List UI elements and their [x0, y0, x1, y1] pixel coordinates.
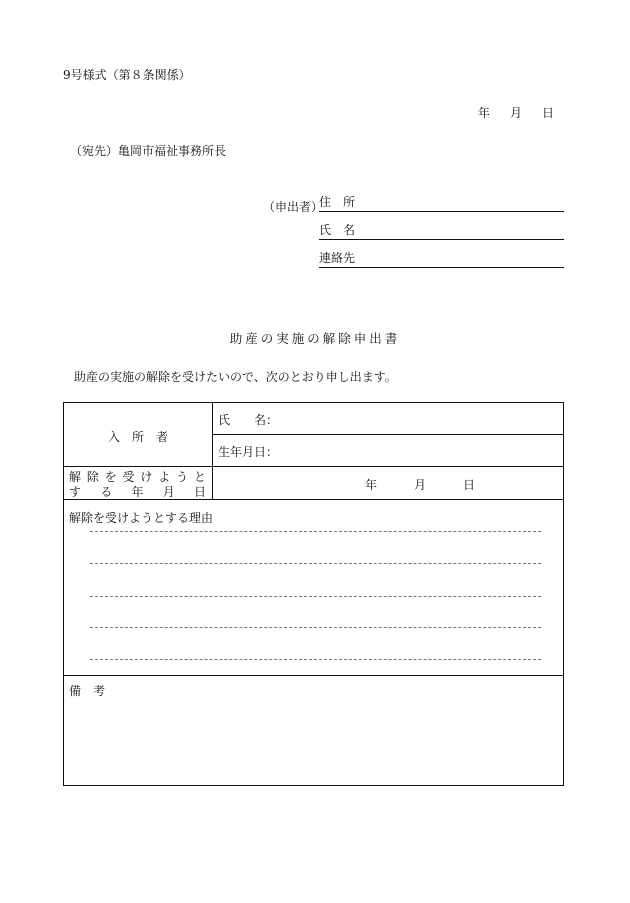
char: 年: [131, 485, 144, 499]
cancel-month-label: 月: [414, 478, 427, 492]
cancel-date-label-line2: [69, 483, 206, 500]
resident-name-input[interactable]: [213, 403, 564, 434]
reason-line-4[interactable]: [90, 627, 541, 628]
reason-line-1[interactable]: [90, 531, 541, 532]
applicant-label: （申出者）: [263, 200, 324, 214]
char: う: [176, 470, 189, 484]
applicant-name-field[interactable]: [319, 223, 564, 240]
intro-text: 助産の実施の解除を受けたいので、次のとおり申し出ます。: [74, 370, 397, 384]
date-day-label: 日: [542, 106, 555, 120]
form-number: 9号様式（第８条関係）: [63, 68, 191, 82]
applicant-contact-label: 連絡先: [319, 251, 356, 265]
reason-line-2[interactable]: [90, 563, 541, 564]
char: 除: [86, 470, 99, 484]
reason-line-5[interactable]: [90, 659, 541, 660]
document-title: 助産の実施の解除申出書: [229, 331, 401, 346]
resident-label: 入 所 者: [107, 430, 168, 444]
reason-line-3[interactable]: [90, 596, 541, 597]
char: 月: [162, 485, 175, 499]
resident-name-label: 氏 名：: [218, 413, 279, 427]
cancel-day-label: 日: [463, 478, 476, 492]
char: を: [104, 470, 117, 484]
date-month-label: 月: [510, 106, 523, 120]
applicant-name-label: 氏 名: [319, 223, 356, 237]
char: 受: [122, 470, 135, 484]
resident-birthdate-input[interactable]: [213, 435, 564, 466]
char: 解: [69, 470, 82, 484]
char: け: [140, 470, 153, 484]
date-year-label: 年: [478, 106, 491, 120]
char: 日: [193, 485, 206, 499]
submission-date: [478, 104, 554, 121]
cancel-year-label: 年: [365, 478, 378, 492]
application-table: [63, 402, 564, 786]
char: よ: [158, 470, 171, 484]
cancel-date-input[interactable]: [213, 467, 564, 499]
reason-label: 解除を受けようとする理由: [69, 511, 214, 525]
applicant-address-field[interactable]: [319, 195, 564, 212]
char: と: [193, 470, 206, 484]
applicant-contact-field[interactable]: [319, 251, 564, 268]
remarks-label: 備 考: [69, 684, 106, 698]
applicant-address-label: 住 所: [319, 195, 356, 209]
char: す: [69, 485, 82, 499]
addressee: （宛先）亀岡市福祉事務所長: [70, 144, 227, 158]
resident-birthdate-label: 生年月日：: [218, 445, 279, 459]
char: る: [100, 485, 113, 499]
remarks-input[interactable]: [64, 676, 564, 786]
